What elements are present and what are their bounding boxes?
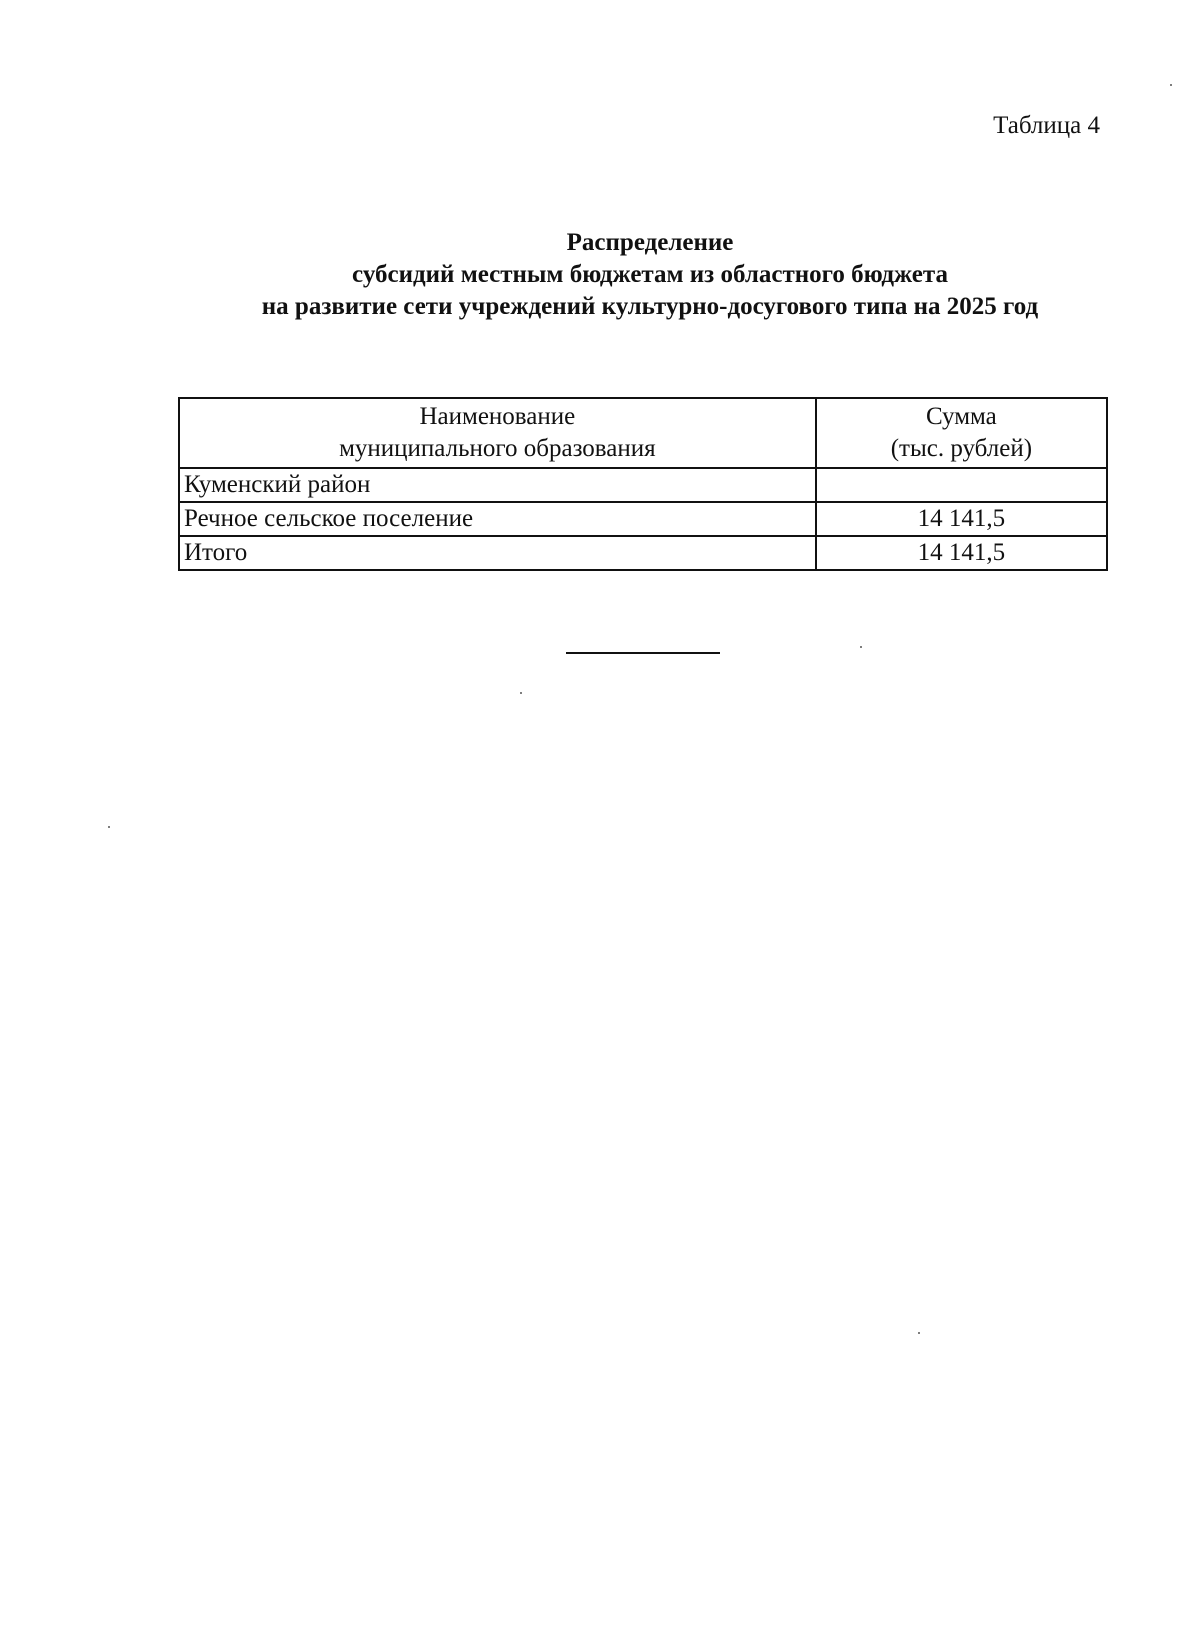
table-row (179, 468, 1107, 502)
subsidy-allocation-table (178, 397, 1108, 571)
column-header-sum-line-1: Сумма (925, 403, 997, 430)
municipality-name-cell: Речное сельское поселение (179, 502, 816, 536)
heading-line-2: субсидий местным бюджетам из областного бюджета (352, 261, 948, 288)
scan-speck (860, 646, 862, 648)
column-header-sum (816, 398, 1107, 468)
document-heading (150, 227, 1150, 323)
sum-cell (816, 468, 1107, 502)
column-header-municipality-line-2: муниципального образования (339, 435, 656, 462)
closing-divider-line (566, 652, 720, 654)
heading-line-3: на развитие сети учреждений культурно-досугового типа на 2025 год (261, 293, 1039, 320)
total-label-cell: Итого (179, 536, 816, 570)
total-sum-cell: 14 141,5 (816, 536, 1107, 570)
scan-speck (1170, 84, 1172, 86)
scan-speck (520, 692, 522, 694)
scan-speck (918, 1332, 920, 1334)
table-header-row (179, 398, 1107, 468)
municipality-name-cell: Куменский район (179, 468, 816, 502)
heading-line-1: Распределение (566, 229, 734, 256)
column-header-municipality (179, 398, 816, 468)
sum-cell: 14 141,5 (816, 502, 1107, 536)
column-header-municipality-line-1: Наименование (419, 403, 576, 430)
table-number-label: Таблица 4 (993, 112, 1100, 139)
scan-speck (108, 826, 110, 828)
table-total-row (179, 536, 1107, 570)
column-header-sum-line-2: (тыс. рублей) (890, 435, 1033, 462)
table-row (179, 502, 1107, 536)
